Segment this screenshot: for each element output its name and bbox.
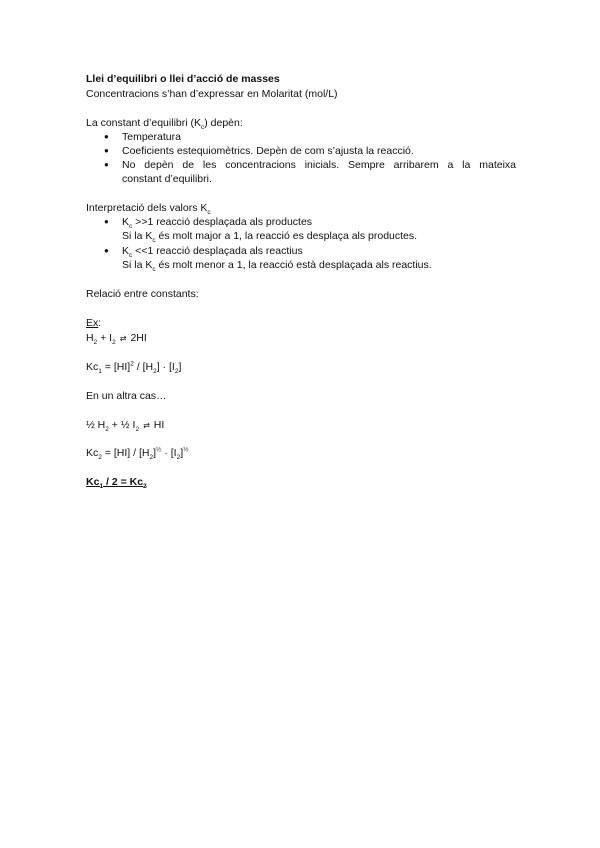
dependence-intro: La constant d’equilibri $(K_c)$ depèn: xyxy=(86,117,243,132)
other-case-text: En un altra cas… xyxy=(86,390,167,402)
dependence-item-temperature: Temperatura xyxy=(122,131,181,143)
bullet-icon: ● xyxy=(104,217,109,226)
equilibrium-arrow-icon: ⇄ xyxy=(143,421,150,430)
interpretation-note-high: Si la $K_c$ és molt major a 1, la reacció es desplaça als productes. xyxy=(122,230,418,245)
kc2-expression: $Kc_2 = [HI] / [H_2]^{\frac{1}{2}} \cdot [I_2]^{\frac{1}{2}}$ xyxy=(86,446,189,462)
relation-heading: Relació entre constants: xyxy=(86,288,199,300)
equilibrium-arrow-icon: ⇄ xyxy=(119,334,127,343)
interpretation-item-low: $K_c <<1$ reacció desplaçada als reactius xyxy=(122,245,303,260)
dependence-item-initial-cont: constant d’equilibri. xyxy=(122,173,212,185)
document-subtitle: Concentracions s’han d’expressar en Molaritat (mol/L) xyxy=(86,88,338,100)
document-title: Llei d’equilibri o llei d’acció de masses xyxy=(86,73,280,85)
equation-2: ½ $H_2$ + ½ $I_2$ ⇄ HI xyxy=(86,419,165,434)
dependence-item-initial: No depèn de les concentracions inicials. Sempre arribarem a la mateixa xyxy=(122,159,516,171)
bullet-icon: ● xyxy=(104,146,109,155)
bullet-icon: ● xyxy=(104,246,109,255)
kc-relation-result: $Kc_1 / 2 = Kc_2$ xyxy=(86,476,147,491)
bullet-icon: ● xyxy=(104,132,109,141)
example-label: Ex: xyxy=(86,317,102,329)
interpretation-item-high: $K_c >>1$ reacció desplaçada als productes xyxy=(122,216,313,231)
bullet-icon: ● xyxy=(104,160,109,169)
kc1-expression: $Kc_1 = [HI]^2 / [H_2] \cdot [I_2]$ xyxy=(86,360,182,376)
equation-1: $H_2 + I_2$ ⇄ 2HI xyxy=(86,332,147,347)
interpretation-note-low: Si la $K_c$ és molt menor a 1, la reacció està desplaçada als reactius. xyxy=(122,259,432,274)
interpretation-heading: Interpretació dels valors $K_c$ xyxy=(86,202,211,217)
dependence-item-coefficients: Coeficients estequiomètrics. Depèn de com s’ajusta la reacció. xyxy=(122,145,414,157)
